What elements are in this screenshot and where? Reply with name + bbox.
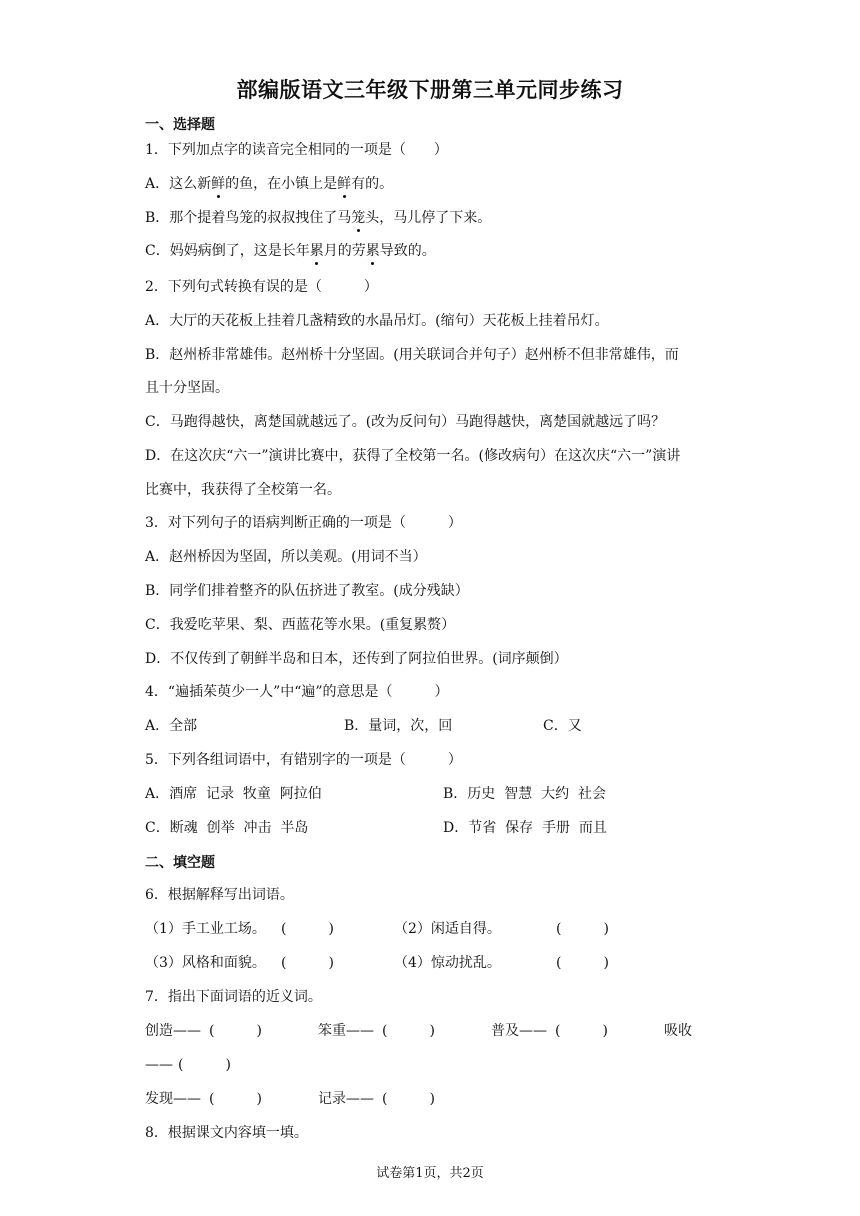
question-1-option-b: B．那个提着鸟笼的叔叔拽住了马笼头，马儿停了下来。	[145, 210, 492, 226]
question-7-word: 发现——	[145, 1091, 201, 1107]
answer-blank: ( )	[556, 921, 609, 937]
answer-blank: ( )	[209, 1091, 262, 1107]
dotted-char: 鲜	[337, 176, 352, 192]
question-4-option-b: B．量词，次，回	[344, 718, 453, 734]
section-heading-fill: 二、填空题	[145, 855, 215, 871]
page-title: 部编版语文三年级下册第三单元同步练习	[236, 78, 624, 102]
question-5-option-d: D．节省 保存 手册 而且	[443, 820, 607, 836]
question-6-item-2: （2）闲适自得。	[394, 921, 501, 937]
question-5-stem: 5．下列各组词语中，有错别字的一项是（ ）	[145, 752, 462, 768]
question-5-option-c: C．断魂 创举 冲击 半岛	[145, 820, 309, 836]
dotted-char: 累	[365, 243, 380, 259]
question-7-word-cont: ——	[145, 1057, 173, 1073]
question-2-option-d-cont: 比赛中，我获得了全校第一名。	[145, 482, 341, 498]
answer-blank: ( )	[382, 1023, 435, 1039]
question-2-option-b-cont: 且十分坚固。	[145, 380, 229, 396]
question-6-item-3: （3）风格和面貌。	[145, 955, 266, 971]
answer-blank: ( )	[209, 1023, 262, 1039]
question-6-item-4: （4）惊动扰乱。	[394, 955, 501, 971]
answer-blank: ( )	[555, 1023, 608, 1039]
section-heading-choice: 一、选择题	[145, 117, 215, 133]
page-footer: 试卷第1页，共2页	[376, 1166, 484, 1181]
question-7-word: 笨重——	[318, 1023, 374, 1039]
question-7-word: 记录——	[318, 1091, 374, 1107]
answer-blank: ( )	[178, 1057, 231, 1073]
question-6-stem: 6．根据解释写出词语。	[145, 887, 294, 903]
question-5-option-b: B．历史 智慧 大约 社会	[443, 786, 606, 802]
question-7-stem: 7．指出下面词语的近义词。	[145, 989, 322, 1005]
question-3-option-d: D．不仅传到了朝鲜半岛和日本，还传到了阿拉伯世界。(词序颠倒）	[145, 651, 568, 667]
question-7-word: 普及——	[491, 1023, 547, 1039]
question-1-stem: 1．下列加点字的读音完全相同的一项是（ ）	[145, 142, 448, 158]
question-1-option-a: A．这么新鲜的鱼，在小镇上是鲜有的。	[145, 176, 394, 192]
question-6-item-1: （1）手工业工场。	[145, 921, 266, 937]
question-2-option-d: D．在这次庆“六一”演讲比赛中，获得了全校第一名。(修改病句）在这次庆“六一”演讲	[145, 448, 681, 464]
answer-blank: ( )	[281, 955, 334, 971]
question-3-option-c: C．我爱吃苹果、梨、西蓝花等水果。(重复累赘）	[145, 617, 456, 633]
question-4-stem: 4．“遍插茱萸少一人”中“遍”的意思是（ ）	[145, 684, 449, 700]
question-2-stem: 2．下列句式转换有误的是（ ）	[145, 279, 378, 295]
dotted-char: 累	[309, 243, 324, 259]
question-4-option-c: C．又	[543, 718, 582, 734]
question-2-option-a: A．大厅的天花板上挂着几盏精致的水晶吊灯。(缩句）天花板上挂着吊灯。	[145, 313, 609, 329]
question-7-word: 吸收	[664, 1023, 692, 1039]
question-2-option-b: B．赵州桥非常雄伟。赵州桥十分坚固。(用关联词合并句子）赵州桥不但非常雄伟，而	[145, 347, 679, 363]
answer-blank: ( )	[382, 1091, 435, 1107]
question-2-option-c: C．马跑得越快，离楚国就越远了。(改为反问句）马跑得越快，离楚国就越远了吗？	[145, 414, 666, 430]
question-4-option-a: A．全部	[145, 718, 198, 734]
answer-blank: ( )	[281, 921, 334, 937]
dotted-char: 鲜	[211, 176, 226, 192]
question-8-stem: 8．根据课文内容填一填。	[145, 1125, 308, 1141]
question-3-option-a: A．赵州桥因为坚固，所以美观。(用词不当）	[145, 549, 427, 565]
dotted-char: 笼	[351, 210, 366, 226]
question-5-option-a: A．酒席 记录 牧童 阿拉伯	[145, 786, 322, 802]
question-3-option-b: B．同学们排着整齐的队伍挤进了教室。(成分残缺）	[145, 583, 469, 599]
question-1-option-c: C．妈妈病倒了，这是长年累月的劳累导致的。	[145, 243, 436, 259]
question-3-stem: 3．对下列句子的语病判断正确的一项是（ ）	[145, 515, 462, 531]
answer-blank: ( )	[556, 955, 609, 971]
question-7-word: 创造——	[145, 1023, 201, 1039]
